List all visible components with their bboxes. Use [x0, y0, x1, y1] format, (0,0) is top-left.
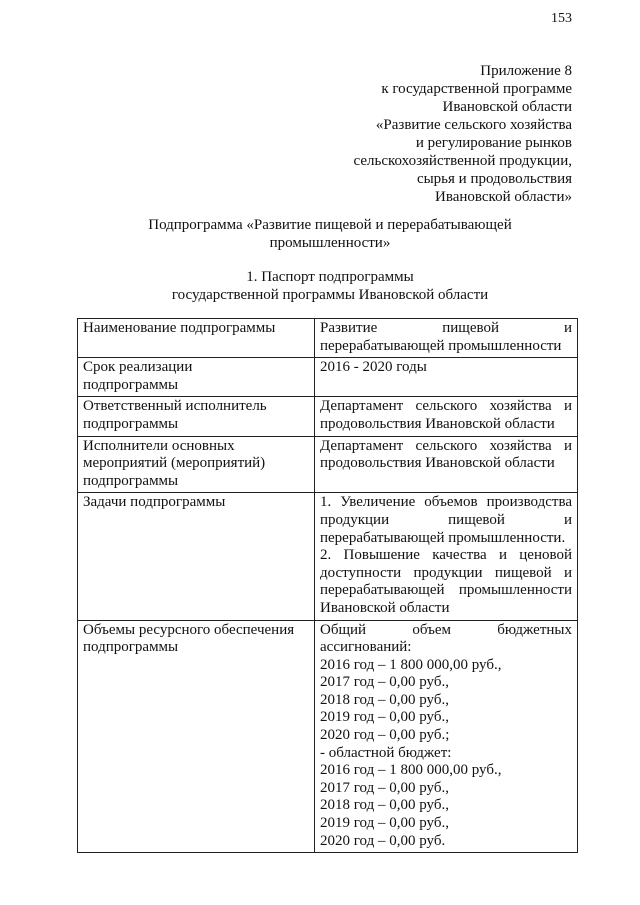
table-row — [78, 358, 578, 397]
value-line: - областной бюджет: — [320, 744, 452, 761]
value-line: 2016 год – 1 800 000,00 руб., — [320, 656, 502, 673]
value-line: Департамент сельского хозяйства и — [320, 437, 572, 454]
appendix-line: и регулирование рынков — [415, 135, 572, 151]
row-value — [315, 397, 578, 436]
label-line: подпрограммы — [83, 376, 179, 393]
label-line: Объемы ресурсного обеспечения — [83, 621, 295, 638]
value-line: 2. Повышение качества и ценовой — [320, 547, 572, 564]
label-line: Срок реализации — [83, 359, 193, 376]
value-line: перерабатывающей промышленности. — [320, 529, 566, 546]
row-value — [315, 319, 578, 358]
appendix-line: Приложение 8 — [480, 63, 572, 79]
label-line: Наименование подпрограммы — [83, 320, 276, 336]
value-line: 2016 - 2020 годы — [320, 359, 427, 376]
subprogram-title-line: промышленности» — [269, 235, 391, 251]
appendix-header — [354, 62, 572, 206]
row-label — [78, 358, 315, 397]
row-value — [315, 358, 578, 397]
passport-title — [80, 268, 580, 304]
row-label — [78, 493, 315, 620]
value-line: Департамент сельского хозяйства и — [320, 398, 572, 415]
value-line: продовольствия Ивановской области — [320, 415, 555, 432]
value-line: перерабатывающей промышленности — [320, 337, 562, 354]
appendix-line: сельскохозяйственной продукции, — [353, 153, 572, 169]
label-line: Ответственный исполнитель — [83, 398, 267, 415]
table-row — [78, 620, 578, 853]
appendix-line: Ивановской области» — [435, 189, 572, 205]
table-row — [78, 493, 578, 620]
table-row — [78, 319, 578, 358]
row-value — [315, 436, 578, 493]
table-row — [78, 436, 578, 493]
label-line: мероприятий (мероприятий) — [83, 455, 266, 472]
table-row — [78, 397, 578, 436]
label-line: Задачи подпрограммы — [83, 494, 226, 511]
value-line: доступности продукции пищевой и — [320, 564, 572, 581]
appendix-line: сырья и продовольствия — [416, 171, 572, 187]
value-line: Ивановской области — [320, 599, 450, 616]
label-line: подпрограммы — [83, 415, 179, 432]
passport-title-line: государственной программы Ивановской области — [171, 287, 489, 303]
label-line: Исполнители основных — [83, 437, 235, 454]
appendix-line: Ивановской области — [442, 99, 572, 115]
value-line: продовольствия Ивановской области — [320, 455, 555, 472]
row-value — [315, 493, 578, 620]
row-label — [78, 319, 315, 358]
page-number: 153 — [551, 11, 572, 26]
appendix-line: к государственной программе — [381, 81, 572, 97]
value-line: 2017 год – 0,00 руб., — [320, 674, 449, 691]
value-line: 2016 год – 1 800 000,00 руб., — [320, 762, 502, 779]
value-line: ассигнований: — [320, 639, 412, 656]
row-label — [78, 397, 315, 436]
passport-table — [77, 318, 578, 853]
passport-title-line: 1. Паспорт подпрограммы — [246, 269, 414, 285]
value-line: 2017 год – 0,00 руб., — [320, 779, 449, 796]
value-line: перерабатывающей промышленности — [320, 582, 572, 599]
value-line: 2019 год – 0,00 руб., — [320, 815, 449, 832]
appendix-line: «Развитие сельского хозяйства — [375, 117, 572, 133]
value-line: Общий объем бюджетных — [320, 621, 572, 638]
subprogram-title-line: Подпрограмма «Развитие пищевой и перерабатывающей — [148, 217, 512, 233]
value-line: 1. Увеличение объемов производства — [320, 494, 572, 511]
row-label — [78, 436, 315, 493]
row-label — [78, 620, 315, 853]
value-line: продукции пищевой и — [320, 511, 572, 528]
value-line: 2018 год – 0,00 руб., — [320, 691, 449, 708]
subprogram-title — [80, 216, 580, 252]
label-line: подпрограммы — [83, 639, 179, 656]
value-line: 2020 год – 0,00 руб.; — [320, 727, 450, 744]
value-line: Развитие пищевой и — [320, 320, 572, 336]
row-value — [315, 620, 578, 853]
label-line: подпрограммы — [83, 472, 179, 489]
value-line: 2019 год – 0,00 руб., — [320, 709, 449, 726]
value-line: 2018 год – 0,00 руб., — [320, 797, 449, 814]
value-line: 2020 год – 0,00 руб. — [320, 832, 446, 849]
